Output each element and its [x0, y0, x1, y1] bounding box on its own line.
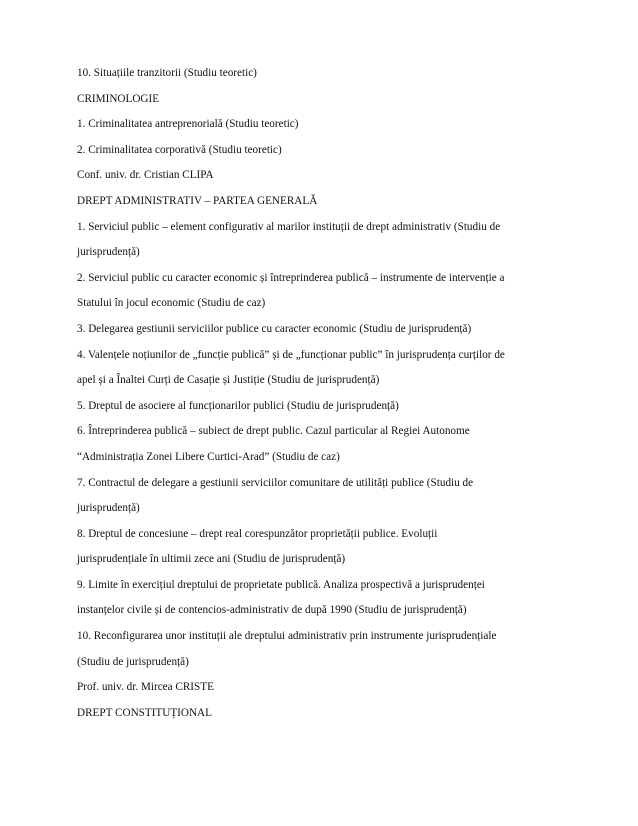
text-line: 3. Delegarea gestiunii serviciilor publice cu caracter economic (Studiu de jurisprudență): [77, 322, 472, 335]
text-line: 6. Întreprinderea publică – subiect de drept public. Cazul particular al Regiei Autonome: [77, 425, 470, 438]
text-line: 1. Serviciul public – element configurativ al marilor instituții de drept administrativ (Studiu de: [77, 220, 501, 233]
text-line: 1. Criminalitatea antreprenorială (Studiu teoretic): [77, 118, 299, 131]
text-line: instanțelor civile și de contencios-administrativ de după 1990 (Studiu de jurisprudență): [77, 604, 467, 617]
author-line: Conf. univ. dr. Cristian CLIPA: [77, 169, 214, 182]
text-line: 7. Contractul de delegare a gestiunii serviciilor comunitare de utilități publice (Studiu de: [77, 476, 474, 489]
text-line: 9. Limite în exercițiul dreptului de proprietate publică. Analiza prospectivă a jurisprudenței: [77, 578, 485, 591]
text-line: 8. Dreptul de concesiune – drept real corespunzător proprietății publice. Evoluții: [77, 527, 438, 540]
text-line: apel și a Înaltei Curți de Casație și Justiție (Studiu de jurisprudență): [77, 374, 380, 387]
text-line: jurisprudență): [77, 246, 140, 259]
text-line: jurisprudențiale în ultimii zece ani (Studiu de jurisprudență): [77, 553, 346, 566]
text-line: 5. Dreptul de asociere al funcționarilor publici (Studiu de jurisprudență): [77, 399, 399, 412]
author-line: Prof. univ. dr. Mircea CRISTE: [77, 681, 214, 694]
text-line: 10. Situațiile tranzitorii (Studiu teoretic): [77, 67, 257, 79]
section-heading: CRIMINOLOGIE: [77, 92, 160, 105]
text-line: jurisprudență): [77, 502, 140, 515]
text-line: 2. Serviciul public cu caracter economic și întreprinderea publică – instrumente de intervenție a: [77, 271, 505, 284]
document-page: [77, 68, 547, 733]
section-heading: DREPT ADMINISTRATIV – PARTEA GENERALĂ: [77, 194, 318, 207]
text-line: (Studiu de jurisprudență): [77, 655, 189, 668]
section-heading: DREPT CONSTITUȚIONAL: [77, 706, 212, 719]
text-line: 2. Criminalitatea corporativă (Studiu teoretic): [77, 143, 282, 156]
text-line: 4. Valențele noțiunilor de „funcție publică” și de „funcționar public” în jurisprudența curților de: [77, 348, 505, 361]
text-line: Statului în jocul economic (Studiu de caz): [77, 297, 266, 310]
text-line: 10. Reconfigurarea unor instituții ale dreptului administrativ prin instrumente jurisprudențiale: [77, 630, 497, 643]
text-line: “Administrația Zonei Libere Curtici-Arad” (Studiu de caz): [77, 450, 340, 463]
